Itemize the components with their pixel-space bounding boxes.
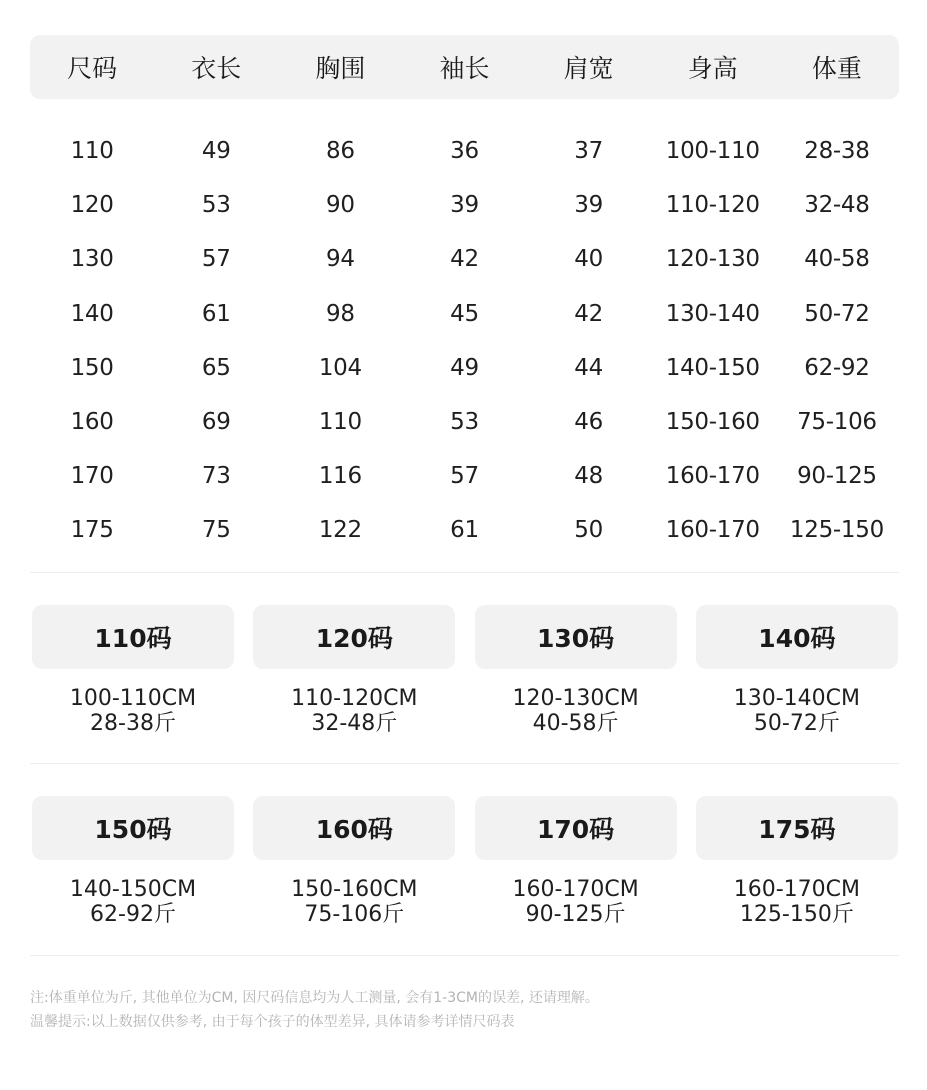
header-chest: 胸围 <box>315 54 366 83</box>
size-table-body <box>30 124 899 558</box>
cell-height: 160-170 <box>665 463 760 490</box>
cell-sleeve: 42 <box>450 246 479 273</box>
cell-size: 130 <box>70 246 114 273</box>
cell-sleeve: 53 <box>450 409 479 436</box>
size-card-label: 175码 <box>696 796 898 860</box>
size-card-label: 110码 <box>32 605 234 669</box>
header-size: 尺码 <box>67 54 118 83</box>
table-row <box>30 449 899 503</box>
size-card-weight: 62-92斤 <box>90 902 176 927</box>
cell-sleeve: 49 <box>450 354 479 381</box>
cell-shoulder: 48 <box>574 463 603 490</box>
size-card-weight: 125-150斤 <box>739 902 854 927</box>
section-divider <box>30 763 899 764</box>
cell-weight: 125-150 <box>789 517 884 544</box>
cell-length: 57 <box>201 246 231 273</box>
cell-height: 130-140 <box>665 300 760 327</box>
size-card <box>32 605 234 736</box>
cell-sleeve: 36 <box>450 138 479 165</box>
size-card-weight: 75-106斤 <box>304 902 405 927</box>
size-card-label: 120码 <box>253 605 455 669</box>
cell-length: 65 <box>201 354 231 381</box>
size-card-label: 160码 <box>253 796 455 860</box>
size-card-label: 130码 <box>475 605 677 669</box>
cell-size: 110 <box>70 138 114 165</box>
cell-chest: 122 <box>318 517 362 544</box>
cell-shoulder: 50 <box>574 517 603 544</box>
cell-chest: 86 <box>326 138 355 165</box>
note-units: 注:体重单位为斤, 其他单位为CM, 因尺码信息均为人工测量, 会有1-3CM的误差, 还请理解。 <box>30 990 599 1006</box>
cell-sleeve: 39 <box>450 192 479 219</box>
cell-height: 140-150 <box>665 354 760 381</box>
cell-size: 160 <box>70 409 114 436</box>
size-cards-row-1 <box>32 605 898 736</box>
size-card-weight: 50-72斤 <box>753 711 840 736</box>
size-card-weight: 90-125斤 <box>525 902 626 927</box>
size-card <box>253 796 455 927</box>
size-cards-row-2 <box>32 796 898 927</box>
cell-height: 110-120 <box>665 192 760 219</box>
size-card-weight: 40-58斤 <box>532 711 619 736</box>
size-card-height: 120-130CM <box>512 686 639 711</box>
cell-chest: 98 <box>326 300 355 327</box>
cell-height: 120-130 <box>665 246 760 273</box>
section-divider <box>30 955 899 956</box>
cell-weight: 90-125 <box>797 463 877 490</box>
cell-weight: 28-38 <box>804 138 870 165</box>
cell-height: 100-110 <box>665 138 760 165</box>
size-card <box>32 796 234 927</box>
cell-chest: 94 <box>326 246 355 273</box>
cell-height: 160-170 <box>665 517 760 544</box>
cell-shoulder: 44 <box>574 354 603 381</box>
table-row <box>30 503 899 557</box>
size-card-height: 150-160CM <box>291 877 418 902</box>
size-card-height: 140-150CM <box>69 877 197 902</box>
header-height: 身高 <box>687 54 738 83</box>
cell-length: 75 <box>201 517 231 544</box>
cell-chest: 116 <box>318 463 362 490</box>
cell-chest: 90 <box>326 192 355 219</box>
size-card <box>475 796 677 927</box>
cell-shoulder: 46 <box>574 409 603 436</box>
size-card <box>475 605 677 736</box>
cell-chest: 104 <box>318 354 362 381</box>
cell-length: 53 <box>201 192 231 219</box>
cell-shoulder: 37 <box>574 138 603 165</box>
cell-sleeve: 45 <box>450 300 479 327</box>
cell-size: 140 <box>70 300 114 327</box>
table-row <box>30 232 899 286</box>
cell-height: 150-160 <box>665 409 760 436</box>
cell-length: 61 <box>201 300 231 327</box>
header-sleeve: 袖长 <box>439 54 490 83</box>
header-length: 衣长 <box>191 54 242 83</box>
footnotes <box>30 986 899 1034</box>
size-card-label: 170码 <box>475 796 677 860</box>
table-row <box>30 341 899 395</box>
table-row <box>30 178 899 232</box>
size-card <box>696 796 898 927</box>
size-card-label: 150码 <box>32 796 234 860</box>
size-card-height: 110-120CM <box>291 686 418 711</box>
header-weight: 体重 <box>811 54 862 83</box>
cell-sleeve: 57 <box>450 463 479 490</box>
size-card <box>696 605 898 736</box>
note-reference: 温馨提示:以上数据仅供参考, 由于每个孩子的体型差异, 具体请参考详情尺码表 <box>30 1014 515 1030</box>
table-row <box>30 287 899 341</box>
cell-shoulder: 42 <box>574 300 603 327</box>
cell-size: 175 <box>70 517 114 544</box>
cell-length: 49 <box>201 138 231 165</box>
cell-size: 170 <box>70 463 114 490</box>
size-card-weight: 32-48斤 <box>311 711 398 736</box>
cell-weight: 40-58 <box>804 246 870 273</box>
cell-size: 150 <box>70 354 114 381</box>
cell-length: 69 <box>201 409 231 436</box>
section-divider <box>30 572 899 573</box>
table-row <box>30 124 899 178</box>
cell-chest: 110 <box>318 409 362 436</box>
cell-weight: 75-106 <box>797 409 877 436</box>
cell-weight: 62-92 <box>804 354 870 381</box>
cell-weight: 32-48 <box>804 192 870 219</box>
size-card-weight: 28-38斤 <box>90 711 176 736</box>
size-card-label: 140码 <box>696 605 898 669</box>
cell-weight: 50-72 <box>804 300 870 327</box>
cell-length: 73 <box>201 463 231 490</box>
table-row <box>30 395 899 449</box>
size-card <box>253 605 455 736</box>
cell-shoulder: 39 <box>574 192 603 219</box>
size-card-height: 130-140CM <box>733 686 861 711</box>
size-table-header <box>30 35 899 99</box>
size-card-height: 160-170CM <box>512 877 639 902</box>
header-shoulder: 肩宽 <box>563 54 614 83</box>
cell-sleeve: 61 <box>450 517 479 544</box>
size-card-height: 160-170CM <box>733 877 861 902</box>
size-card-height: 100-110CM <box>69 686 197 711</box>
cell-shoulder: 40 <box>574 246 603 273</box>
cell-size: 120 <box>70 192 114 219</box>
